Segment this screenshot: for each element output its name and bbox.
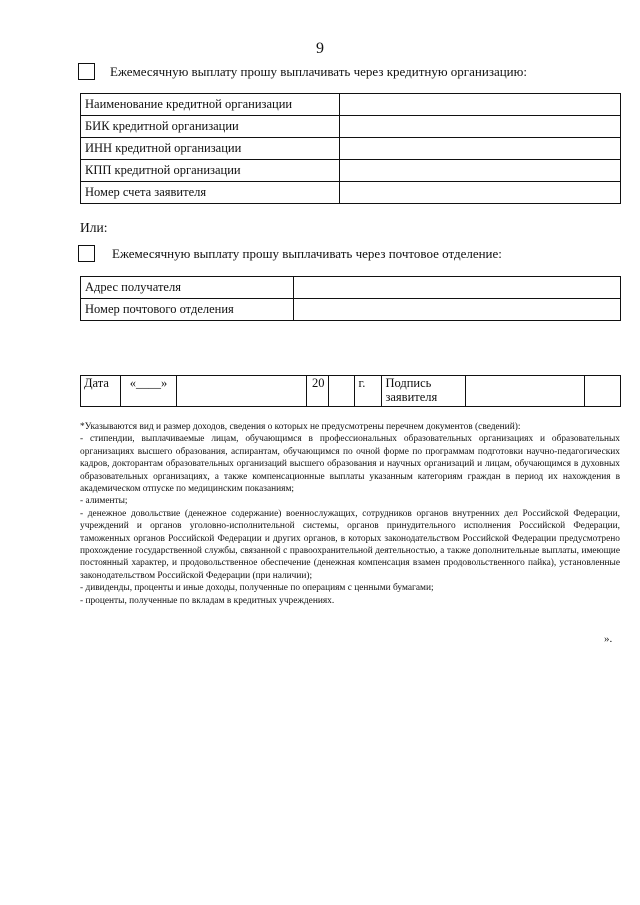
bank-option-label: Ежемесячную выплату прошу выплачивать через кредитную организацию:: [110, 64, 527, 79]
or-text: Или:: [80, 220, 108, 235]
bank-kpp-field[interactable]: [339, 160, 620, 182]
closing-quote: ».: [604, 633, 613, 645]
year-prefix: 20: [306, 376, 328, 407]
bank-inn-label: ИНН кредитной организации: [81, 138, 340, 160]
footnote-item-dividends: - дивиденды, проценты и иные доходы, полученные по операциям с ценными бумагами;: [80, 583, 434, 594]
bank-option-checkbox[interactable]: [78, 63, 95, 80]
table-row: [81, 94, 621, 116]
signature-date-table: [80, 375, 621, 407]
post-details-table: [80, 276, 621, 321]
account-number-label: Номер счета заявителя: [81, 182, 340, 204]
signature-field[interactable]: [466, 376, 585, 407]
bank-bik-label: БИК кредитной организации: [81, 116, 340, 138]
post-option-checkbox[interactable]: [78, 245, 95, 262]
bank-kpp-label: КПП кредитной организации: [81, 160, 340, 182]
bank-name-field[interactable]: [339, 94, 620, 116]
date-label: Дата: [81, 376, 121, 407]
table-row: [81, 182, 621, 204]
month-field[interactable]: [176, 376, 306, 407]
page-number: 9: [316, 40, 324, 57]
recipient-address-label: Адрес получателя: [81, 277, 294, 299]
post-office-number-field[interactable]: [293, 299, 620, 321]
recipient-address-field[interactable]: [293, 277, 620, 299]
signature-label: Подпись заявителя: [382, 376, 466, 407]
footnote-item-deposit-interest: - проценты, полученные по вкладам в кредитных учреждениях.: [80, 595, 335, 606]
bank-details-table: [80, 93, 621, 204]
year-suffix: г.: [355, 376, 382, 407]
bank-inn-field[interactable]: [339, 138, 620, 160]
footnote-intro: *Указываются вид и размер доходов, сведения о которых не предусмотрены перечнем документов (сведений):: [80, 422, 521, 432]
post-office-number-label: Номер почтового отделения: [81, 299, 294, 321]
bank-bik-field[interactable]: [339, 116, 620, 138]
post-option-label: Ежемесячную выплату прошу выплачивать через почтовое отделение:: [112, 246, 502, 261]
year-field[interactable]: [328, 376, 355, 407]
table-row: [81, 376, 621, 407]
footnote-item-stipends: - стипендии, выплачиваемые лицам, обучающимся в профессиональных образовательных организациях и образовательных организациях высшего образования, аспирантам, обучающимся по очной форме по программам подготовки научно-педагогических кадров, докторантам образовательных организаций высшего образования и научных организаций и лицам, обучающимся в духовных образовательных организациях, а также компенсационные выплаты указанным категориям граждан в период их нахождения в академическом отпуске по медицинским показаниям;: [80, 434, 620, 495]
table-row: [81, 299, 621, 321]
table-row: [81, 138, 621, 160]
footnote-item-alimony: - алименты;: [80, 496, 128, 507]
bank-name-label: Наименование кредитной организации: [81, 94, 340, 116]
table-row: [81, 160, 621, 182]
footnote: [80, 421, 620, 607]
signature-extra-field[interactable]: [585, 376, 621, 407]
day-field[interactable]: «____»: [120, 376, 176, 407]
table-row: [81, 277, 621, 299]
table-row: [81, 116, 621, 138]
footnote-item-allowance: - денежное довольствие (денежное содержание) военнослужащих, сотрудников органов внутренних дел Российской Федерации, учреждений и органов уголовно-исполнительной системы, органов принудительного исполнения Российской Федерации, таможенных органов Российской Федерации и других органов, в которых законодательством Российской Федерации предусмотрено прохождение государственной службы, связанной с правоохранительной деятельностью, а также дополнительные выплаты, имеющие постоянный характер, и продовольственное обеспечение (денежная компенсация взамен продовольственного пайка), установленные законодательством Российской Федерации (при наличии);: [80, 508, 620, 581]
account-number-field[interactable]: [339, 182, 620, 204]
